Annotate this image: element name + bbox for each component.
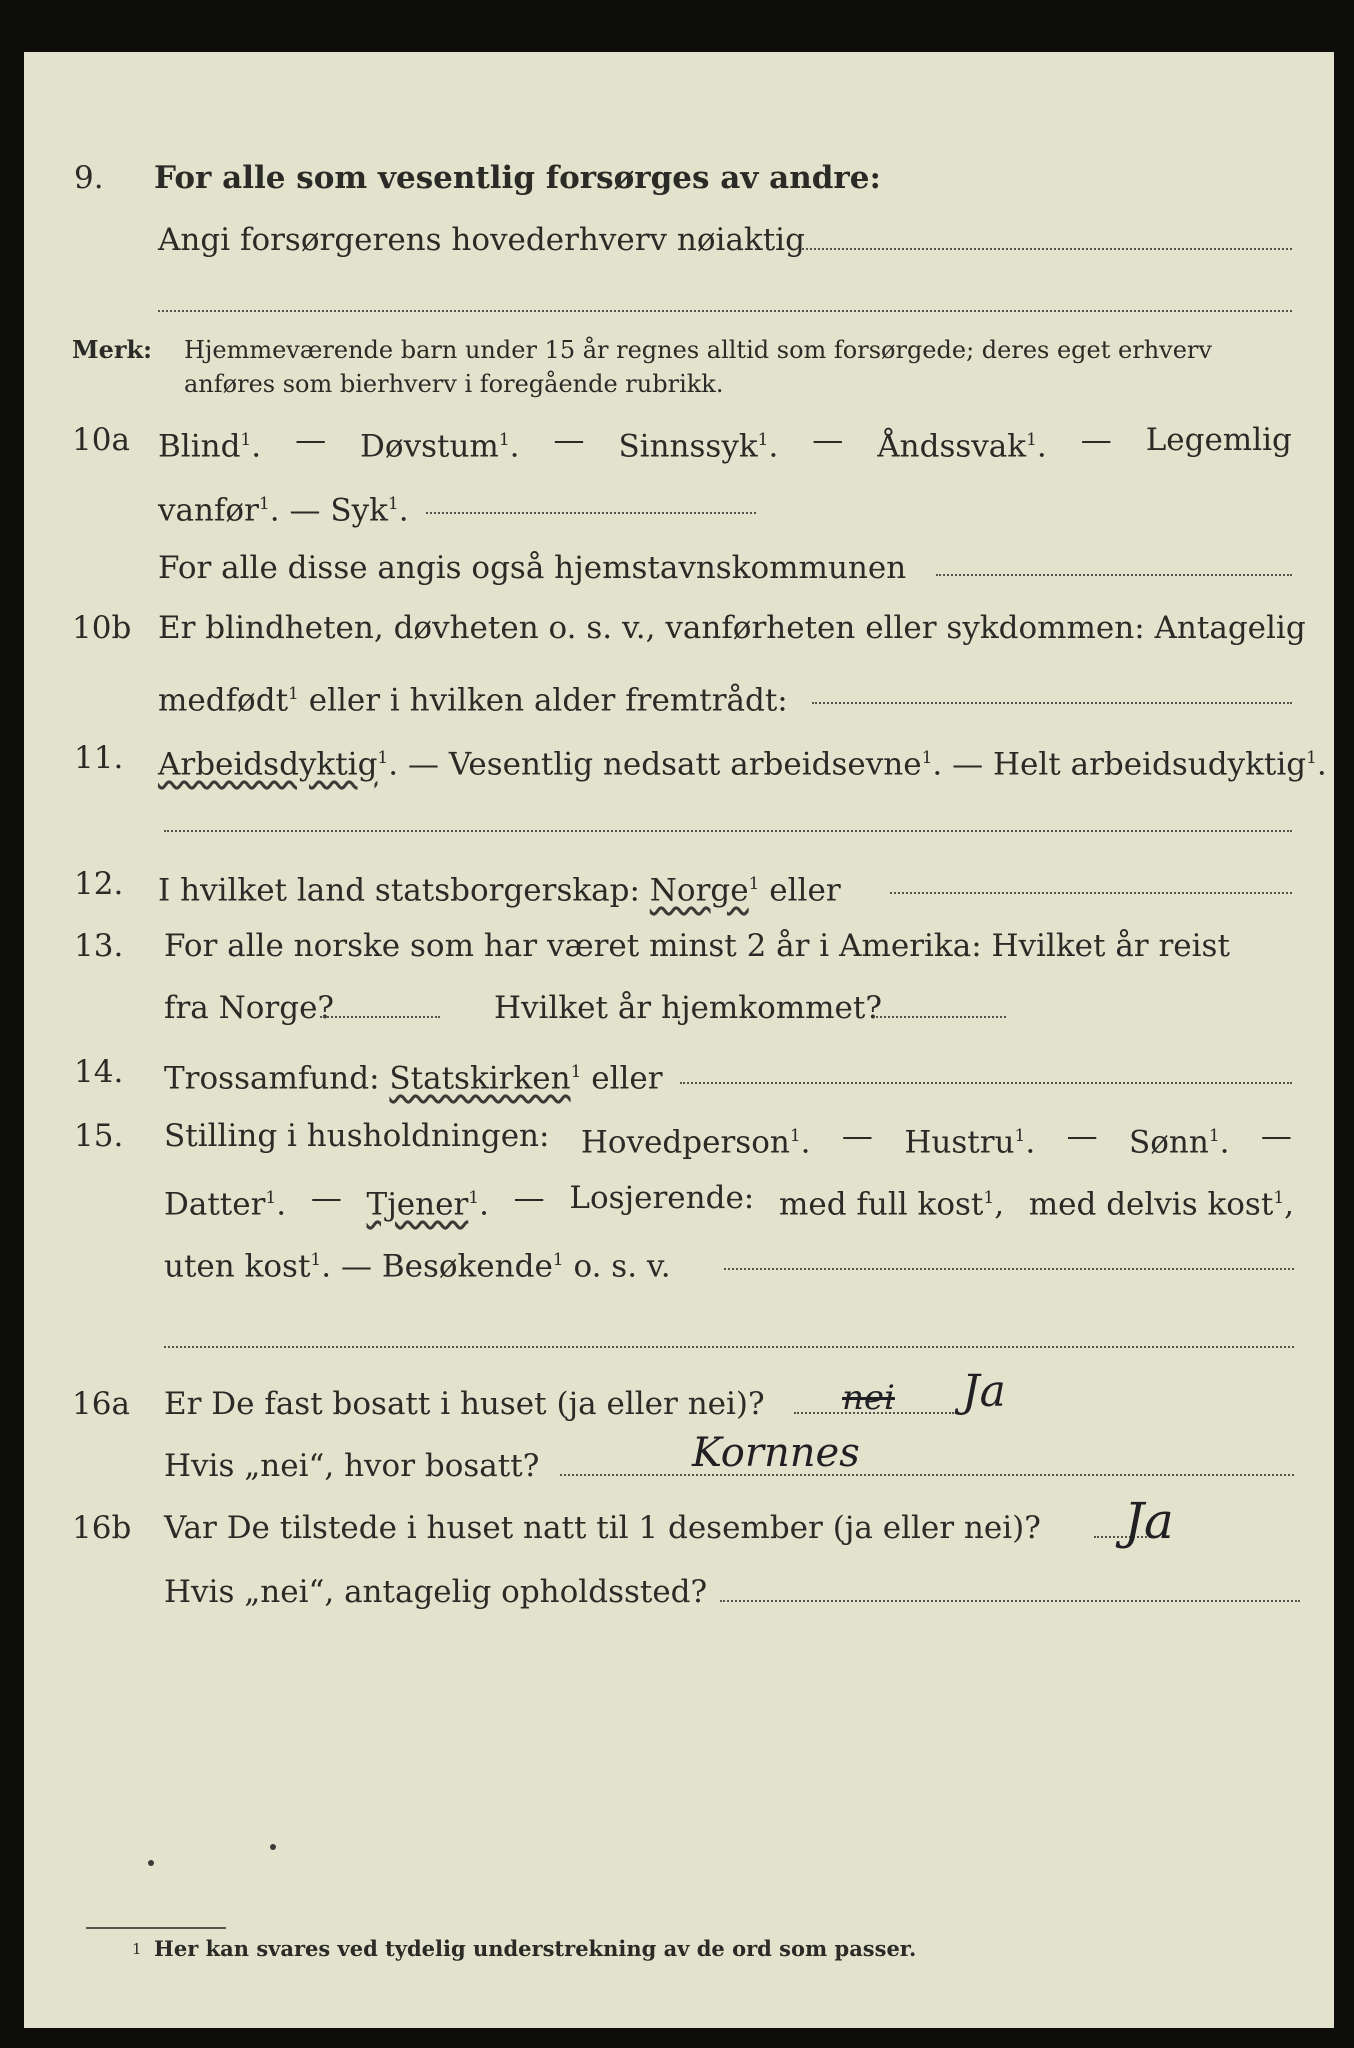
option-full-kost[interactable]: med full kost [778,1186,984,1223]
q11-answer-line[interactable] [164,830,1292,832]
option-medfodt[interactable]: medfødt [158,682,289,719]
q16b-number: 16b [72,1510,132,1546]
q16a-struck-answer: nei [842,1378,895,1418]
option-nedsatt[interactable]: Vesentlig nedsatt arbeidsevne [448,746,922,783]
footnote-text: Her kan svares ved tydelig understrekning av de ord som passer. [154,1936,917,1961]
q9-answer-line-2[interactable] [158,310,1292,312]
q10b-line1: Er blindheten, døvheten o. s. v., vanførheten eller sykdommen: Antagelig [158,610,1306,646]
paper-speck [148,1860,154,1866]
q15-line2: Datter$^1$. — Tjener$^1$. — Losjerende: med full kost$^1$, med delvis kost$^1$, [164,1180,1294,1223]
option-tjener[interactable]: Tjener [366,1186,469,1223]
option-legemlig[interactable]: Legemlig [1145,422,1292,458]
q10b-line2: medfødt$^1$ eller i hvilken alder fremtrådt: [158,682,788,719]
q13-fra: fra Norge? [164,990,335,1026]
q16a-line2: Hvis „nei“, hvor bosatt? [164,1448,540,1484]
q14-line: Trossamfund: Statskirken$^1$ eller [164,1060,663,1097]
q15-number: 15. [74,1118,124,1154]
q16a-line1: Er De fast bosatt i huset (ja eller nei)? [164,1386,765,1422]
option-besokende[interactable]: Besøkende [381,1248,553,1285]
q10a-line3: For alle disse angis også hjemstavnskommunen [158,550,907,586]
q9-line2: Angi forsørgerens hovederhverv nøiaktig [158,222,805,258]
q13-number: 13. [74,928,124,964]
footnote-mark: 1 [132,1940,142,1958]
footnote-rule [86,1927,226,1929]
q10a-line1: Blind$^1$. — Døvstum$^1$. — Sinnssyk$^1$. — Åndssvak$^1$. — Legemlig [158,422,1292,465]
q12-line: I hvilket land statsborgerskap: Norge$^1$ eller [158,872,841,909]
q11-number: 11. [74,740,124,776]
q16b-line2: Hvis „nei“, antagelig opholdssted? [164,1574,708,1610]
option-hovedperson[interactable]: Hovedperson [580,1124,790,1161]
q10a-line2: vanfør$^1$. — Syk$^1$. [158,492,409,529]
option-vanfor[interactable]: vanfør [158,492,259,529]
option-uten-kost[interactable]: uten kost [164,1248,311,1285]
option-sonn[interactable]: Sønn [1128,1124,1209,1161]
q16a-number: 16a [72,1386,130,1422]
q12-answer-line[interactable] [890,892,1292,894]
option-delvis-kost[interactable]: med delvis kost [1028,1186,1274,1223]
option-dovstum[interactable]: Døvstum [360,428,499,465]
merk-label: Merk: [72,335,152,364]
q14-answer-line[interactable] [680,1082,1292,1084]
option-statskirken[interactable]: Statskirken [389,1060,571,1097]
q13-line1: For alle norske som har været minst 2 år i Amerika: Hvilket år reist [164,928,1230,964]
q10b-answer-line[interactable] [812,702,1292,704]
option-arbeidsdyktig[interactable]: Arbeidsdyktig [158,746,378,783]
q10a-answer-line[interactable] [426,512,756,514]
q15-answer-line-2[interactable] [164,1346,1294,1348]
q14-number: 14. [74,1054,124,1090]
merk-line2: anføres som bierhverv i foregående rubrikk. [184,370,724,398]
option-norge[interactable]: Norge [649,872,749,909]
q13-hjem: Hvilket år hjemkommet? [494,990,882,1026]
q13-hjem-line[interactable] [876,1016,1006,1018]
option-datter[interactable]: Datter [164,1186,266,1223]
q12-number: 12. [74,866,124,902]
paper-speck [270,1844,276,1850]
q15-line3: uten kost$^1$. — Besøkende$^1$ o. s. v. [164,1248,671,1285]
q10a-number: 10a [72,422,130,458]
q10b-number: 10b [72,610,132,646]
option-hustru[interactable]: Hustru [904,1124,1015,1161]
q9-heading: For alle som vesentlig forsørges av andre: [154,160,881,196]
form-page [24,52,1334,2028]
option-syk[interactable]: Syk [330,492,388,529]
merk-line1: Hjemmeværende barn under 15 år regnes alltid som forsørgede; deres eget erhverv [184,336,1212,364]
option-andssvak[interactable]: Åndssvak [877,428,1027,465]
q13-fra-line[interactable] [320,1016,440,1018]
q16b-line1: Var De tilstede i huset natt til 1 desember (ja eller nei)? [164,1510,1041,1546]
q16b-opholdssted-line[interactable] [720,1600,1300,1602]
q11-line: Arbeidsdyktig$^1$. — Vesentlig nedsatt arbeidsevne$^1$. — Helt arbeidsudyktig$^1$. [158,746,1327,783]
q9-number: 9. [74,160,104,196]
option-blind[interactable]: Blind [158,428,241,465]
q15-answer-line[interactable] [724,1268,1294,1270]
q16b-answer: Ja [1124,1492,1174,1550]
q16a-bosatt-answer: Kornnes [692,1430,860,1476]
q9-answer-line[interactable] [802,248,1292,250]
q16a-answer: Ja [962,1366,1006,1417]
q15-line1: Stilling i husholdningen: Hovedperson$^1$. — Hustru$^1$. — Sønn$^1$. — [164,1118,1292,1161]
q10a-kommune-line[interactable] [936,574,1292,576]
option-sinnssyk[interactable]: Sinnssyk [618,428,758,465]
q16a-bosatt-line[interactable] [560,1474,1294,1476]
option-udyktig[interactable]: Helt arbeidsudyktig [992,746,1307,783]
